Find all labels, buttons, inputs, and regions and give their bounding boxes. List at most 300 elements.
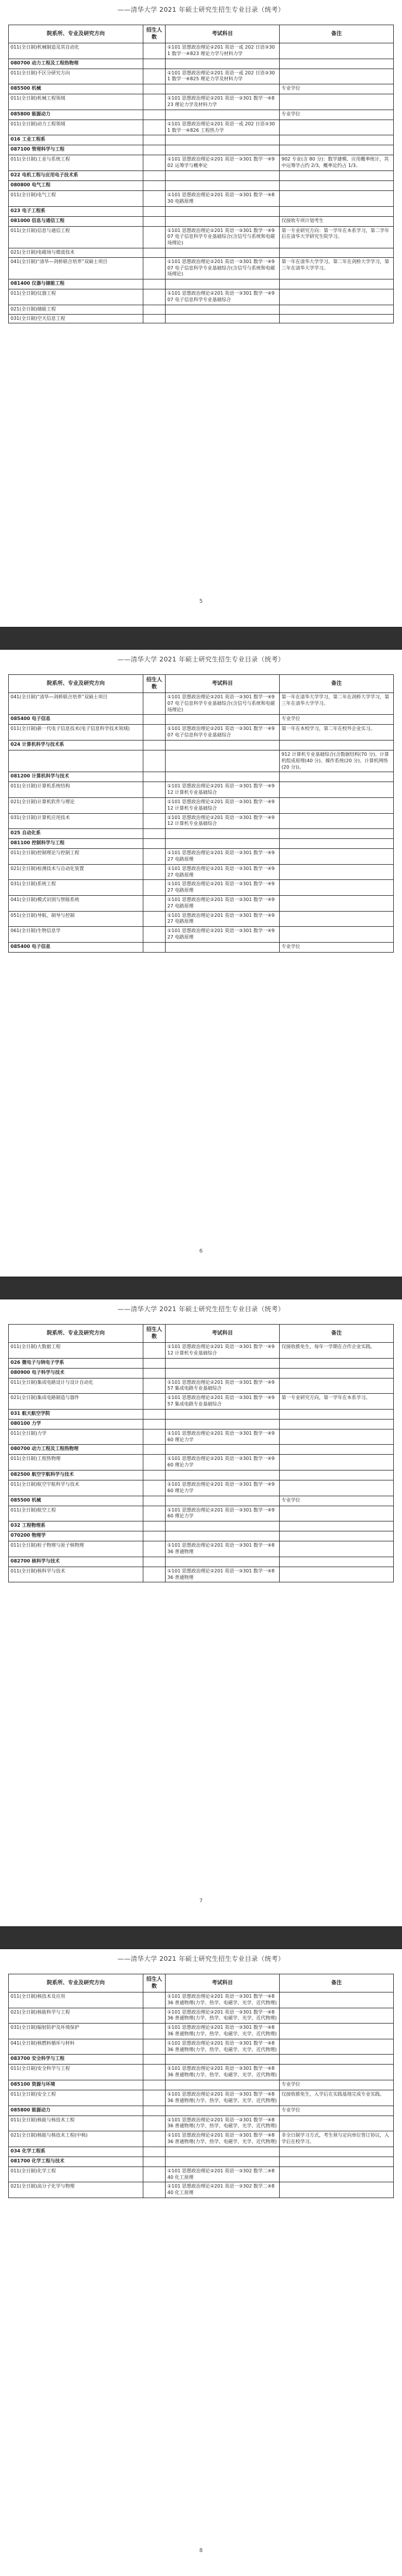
remarks-cell (280, 135, 394, 145)
exam-subjects-cell: ①101 思想政治理论②201 英语一③301 数学一④927 电路原理 (166, 864, 280, 880)
program-cell: 034 化学工程系 (9, 2147, 143, 2157)
quota-cell (143, 2166, 166, 2182)
quota-cell (143, 2055, 166, 2065)
exam-subjects-cell: ①101 思想政治理论②201 英语一③301 数学一④836 普通物理(力学、热学、电磁学、光学、近代物理) (166, 2090, 280, 2106)
quota-cell (143, 1496, 166, 1506)
remarks-cell (280, 1419, 394, 1429)
exam-subjects-cell: ①101 思想政治理论②201 英语一③301 数学一④836 普通物理(力学、热学、电磁学、光学、近代物理) (166, 2008, 280, 2024)
table-row (9, 206, 394, 216)
program-cell: 026 微电子与纳电子学系 (9, 1358, 143, 1368)
table-row (9, 1409, 394, 1419)
program-cell: 085400 电子信息 (9, 715, 143, 725)
quota-cell (143, 849, 166, 865)
quota-cell (143, 864, 166, 880)
program-cell (9, 750, 143, 772)
quota-cell (143, 797, 166, 813)
exam-subjects-cell (166, 2080, 280, 2090)
exam-subjects-cell (166, 206, 280, 216)
remarks-cell (280, 59, 394, 69)
remarks-cell (280, 1470, 394, 1480)
exam-subjects-cell (166, 740, 280, 750)
table-row (9, 839, 394, 849)
program-cell: 031(全日制)辐射防护及环境保护 (9, 2024, 143, 2039)
exam-subjects-cell (166, 2106, 280, 2116)
exam-subjects-cell (166, 59, 280, 69)
table-row (9, 2106, 394, 2116)
remarks-cell (280, 190, 394, 206)
exam-subjects-cell (166, 1496, 280, 1506)
exam-subjects-cell (166, 216, 280, 226)
table-row (9, 257, 394, 279)
program-cell: 021(全日制)核能与核技术工程(中核) (9, 2131, 143, 2147)
table-row (9, 1992, 394, 2008)
remarks-cell (280, 895, 394, 911)
quota-cell (143, 1419, 166, 1429)
table-row (9, 155, 394, 171)
remarks-cell (280, 1531, 394, 1541)
quota-cell (143, 927, 166, 943)
remarks-cell (280, 927, 394, 943)
remarks-cell (280, 1378, 394, 1394)
remarks-cell (280, 849, 394, 865)
exam-subjects-cell: ①101 思想政治理论②201 英语一③301 数学一④907 电子信息科学专业基础综合 (166, 289, 280, 305)
remarks-cell (280, 180, 394, 190)
table-row (9, 864, 394, 880)
quota-cell (143, 2116, 166, 2131)
column-header: 招生人数 (143, 1974, 166, 1992)
table-row (9, 2065, 394, 2080)
table-header-row (9, 1325, 394, 1343)
exam-subjects-cell: ①101 思想政治理论②201 英语一③301 数学一④823 理论力学及材料力学 (166, 94, 280, 110)
column-header: 考试科目 (166, 25, 280, 43)
table-row (9, 226, 394, 248)
quota-cell (143, 2090, 166, 2106)
table-row (9, 2039, 394, 2055)
table-row (9, 797, 394, 813)
program-cell: 081100 控制科学与工程 (9, 839, 143, 849)
exam-subjects-cell (166, 2147, 280, 2157)
table-row (9, 59, 394, 69)
remarks-cell (280, 279, 394, 289)
quota-cell (143, 1368, 166, 1378)
table-row (9, 2166, 394, 2182)
catalog-table (8, 1324, 394, 1582)
program-cell: 051(全日制)导航、制导与控制 (9, 911, 143, 927)
program-cell: 011(全日制)大数据工程 (9, 1343, 143, 1359)
exam-subjects-cell (166, 750, 280, 772)
remarks-cell: 第一专业研究方向：第一学年在本系学习，第二学年后在清华大学研究生院学习。 (280, 226, 394, 248)
program-cell: 011(全日制)化学工程 (9, 2166, 143, 2182)
catalog-page (0, 0, 402, 627)
remarks-cell (280, 305, 394, 314)
program-cell: 085100 资源与环境 (9, 2080, 143, 2090)
exam-subjects-cell (166, 2157, 280, 2166)
quota-cell (143, 314, 166, 323)
quota-cell (143, 2157, 166, 2166)
remarks-cell: 专业学位 (280, 2080, 394, 2090)
table-row (9, 927, 394, 943)
quota-cell (143, 1455, 166, 1470)
page-header: ——清华大学 2021 年硕士研究生招生专业目录（统考） (117, 1955, 285, 1963)
table-row (9, 2080, 394, 2090)
exam-subjects-cell: ①101 思想政治理论②201 英语一③301 数学一④836 普通物理(力学、热学、电磁学、光学、近代物理) (166, 2116, 280, 2131)
quota-cell (143, 715, 166, 725)
table-row (9, 2008, 394, 2024)
remarks-cell (280, 1541, 394, 1557)
remarks-cell (280, 839, 394, 849)
quota-cell (143, 135, 166, 145)
table-row (9, 305, 394, 314)
program-cell: 081700 化学工程与技术 (9, 2157, 143, 2166)
exam-subjects-cell (166, 305, 280, 314)
quota-cell (143, 155, 166, 171)
remarks-cell (280, 1992, 394, 2008)
exam-subjects-cell (166, 84, 280, 94)
table-row (9, 1496, 394, 1506)
exam-subjects-cell: ①101 思想政治理论②201 英语一③301 数学一④927 电路原理 (166, 911, 280, 927)
exam-subjects-cell: ①101 思想政治理论②201 英语一③301 数学一④836 普通物理(力学、热学、电磁学、光学、近代物理) (166, 2065, 280, 2080)
quota-cell (143, 1470, 166, 1480)
exam-subjects-cell (166, 180, 280, 190)
exam-subjects-cell: ①101 思想政治理论②201 英语一③301 数学一④907 电子信息科学专业基础综合(含信号与系统和电磁场理论) (166, 257, 280, 279)
exam-subjects-cell: ①101 思想政治理论②201 英语一③301 数学一④960 理论力学 (166, 1429, 280, 1445)
quota-cell (143, 725, 166, 741)
exam-subjects-cell: ①101 思想政治理论②201 英语一③302 数学二④840 化工原理 (166, 2166, 280, 2182)
table-row (9, 1455, 394, 1470)
quota-cell (143, 145, 166, 155)
remarks-cell: 仅接收推免生，每年一学期在合作企业实践。 (280, 1343, 394, 1359)
exam-subjects-cell (166, 1419, 280, 1429)
page-number: 7 (199, 1898, 203, 1904)
program-cell: 021(全日制)检测技术与自动化装置 (9, 864, 143, 880)
table-row (9, 2090, 394, 2106)
quota-cell (143, 772, 166, 782)
table-row (9, 190, 394, 206)
table-row (9, 180, 394, 190)
exam-subjects-cell: ①101 思想政治理论②201 英语一③301 数学一④960 理论力学 (166, 1506, 280, 1521)
exam-subjects-cell (166, 170, 280, 180)
program-cell: 011(全日制)控制理论与控制工程 (9, 849, 143, 865)
page-gap (0, 627, 402, 650)
table-row (9, 1343, 394, 1359)
exam-subjects-cell: ①101 思想政治理论②201 英语一③301 数学一④907 电子信息科学专业基础综合(含信号与系统和电磁场理论) (166, 226, 280, 248)
exam-subjects-cell: ①101 思想政治理论②201 英语一③301 数学一④836 普通物理(力学、热学、电磁学、光学、近代物理) (166, 2039, 280, 2055)
exam-subjects-cell: ①101 思想政治理论②201 英语一③301 数学一④960 理论力学 (166, 1455, 280, 1470)
quota-cell (143, 69, 166, 84)
remarks-cell: 912 计算机专业基础综合(含数据结构(70 分)、计算机组成原理(40 分)、操作系统(20 分)、计算机网络(20 分))。 (280, 750, 394, 772)
program-cell: 011(全日制)动力工程领域 (9, 120, 143, 135)
quota-cell (143, 1541, 166, 1557)
quota-cell (143, 1409, 166, 1419)
program-cell: 011(全日制)工业与系统工程 (9, 155, 143, 171)
quota-cell (143, 1480, 166, 1496)
program-cell: 011(全日制)力学 (9, 1429, 143, 1445)
remarks-cell (280, 2039, 394, 2055)
exam-subjects-cell (166, 135, 280, 145)
exam-subjects-cell: ①101 思想政治理论②201 英语一③301 数学一④836 普通物理(力学、热学、电磁学、光学、近代物理) (166, 2024, 280, 2039)
remarks-cell (280, 740, 394, 750)
quota-cell (143, 2008, 166, 2024)
quota-cell (143, 305, 166, 314)
table-row (9, 84, 394, 94)
quota-cell (143, 839, 166, 849)
remarks-cell (280, 69, 394, 84)
program-cell: 025 自动化系 (9, 829, 143, 839)
quota-cell (143, 880, 166, 896)
quota-cell (143, 942, 166, 952)
program-cell: 041(全日制)“清华—剑桥联合培养”双硕士项目 (9, 257, 143, 279)
table-row (9, 813, 394, 829)
column-header: 备注 (280, 25, 394, 43)
quota-cell (143, 84, 166, 94)
remarks-cell (280, 797, 394, 813)
program-cell: 011(全日制)电气工程 (9, 190, 143, 206)
exam-subjects-cell (166, 1531, 280, 1541)
quota-cell (143, 1521, 166, 1531)
table-row (9, 2131, 394, 2147)
table-header-row (9, 25, 394, 43)
table-row (9, 1557, 394, 1567)
quota-cell (143, 2106, 166, 2116)
remarks-cell: 第一年在清华大学学习，第二年在剑桥大学学习，第三年在清华大学学习。 (280, 693, 394, 715)
remarks-cell (280, 772, 394, 782)
quota-cell (143, 895, 166, 911)
program-cell: 085500 机械 (9, 84, 143, 94)
quota-cell (143, 1506, 166, 1521)
quota-cell (143, 289, 166, 305)
table-row (9, 725, 394, 741)
remarks-cell (280, 2024, 394, 2039)
program-cell: 011(全日制)核科学与技术 (9, 1567, 143, 1582)
quota-cell (143, 829, 166, 839)
exam-subjects-cell: ①101 思想政治理论②201 英语一③301 数学一④830 电路原理 (166, 190, 280, 206)
remarks-cell: 902 专业(含 80 分)：数学建模、应用概率统计，其中运筹学占约 2/3，概率论约占 1/3。 (280, 155, 394, 171)
remarks-cell (280, 314, 394, 323)
table-row (9, 1521, 394, 1531)
column-header: 招生人数 (143, 1325, 166, 1343)
remarks-cell (280, 170, 394, 180)
page-number: 8 (199, 2548, 203, 2554)
remarks-cell (280, 2055, 394, 2065)
remarks-cell (280, 94, 394, 110)
remarks-cell: 第一专业研究方向，第一学年在本系学习。 (280, 1394, 394, 1410)
remarks-cell (280, 1506, 394, 1521)
table-header-row (9, 675, 394, 693)
exam-subjects-cell: ①101 思想政治理论②201 英语一③301 数学一④927 电路原理 (166, 880, 280, 896)
exam-subjects-cell: ①101 思想政治理论②201 英语一③301 数学一④960 理论力学 (166, 1480, 280, 1496)
table-row (9, 1445, 394, 1455)
exam-subjects-cell: ①101 思想政治理论②201 英语一③301 数学一④907 电子信息科学专业基础综合(含信号与系统和电磁场理论) (166, 693, 280, 715)
program-cell: 041(全日制)核燃料循环与材料 (9, 2039, 143, 2055)
remarks-cell (280, 864, 394, 880)
program-cell: 011(全日制)新一代电子信息技术(电子信息科学技术领域) (9, 725, 143, 741)
remarks-cell (280, 1567, 394, 1582)
remarks-cell (280, 2182, 394, 2198)
program-cell: 087100 管理科学与工程 (9, 145, 143, 155)
quota-cell (143, 59, 166, 69)
remarks-cell (280, 1557, 394, 1567)
program-cell: 011(全日制)核技术及应用 (9, 1992, 143, 2008)
remarks-cell (280, 1455, 394, 1470)
table-row (9, 43, 394, 59)
exam-subjects-cell (166, 829, 280, 839)
page-number: 5 (199, 599, 203, 605)
quota-cell (143, 1531, 166, 1541)
column-header: 招生人数 (143, 25, 166, 43)
remarks-cell: 专业学位 (280, 84, 394, 94)
program-cell: 080900 电子科学与技术 (9, 1368, 143, 1378)
quota-cell (143, 1429, 166, 1445)
program-cell: 082700 核科学与技术 (9, 1557, 143, 1567)
remarks-cell: 仅接收专项计划考生 (280, 216, 394, 226)
remarks-cell (280, 43, 394, 59)
program-cell: 011(全日制)集成电路设计与设计自动化 (9, 1378, 143, 1394)
exam-subjects-cell: ①101 思想政治理论②201 英语一或 202 日语③301 数学一④825 理论力学及材料力学 (166, 69, 280, 84)
exam-subjects-cell: ①101 思想政治理论②201 英语一③301 数学一④836 普通物理 (166, 1541, 280, 1557)
column-header: 备注 (280, 1974, 394, 1992)
exam-subjects-cell: ①101 思想政治理论②201 英语一③301 数学一④836 普通物理(力学、热学、电磁学、光学、近代物理) (166, 2131, 280, 2147)
exam-subjects-cell: ①101 思想政治理论②201 英语一或 202 日语③301 数学一④823 理论力学与材料力学 (166, 43, 280, 59)
exam-subjects-cell: ①101 思想政治理论②201 英语一③301 数学一④902 运筹学与概率论 (166, 155, 280, 171)
table-row (9, 289, 394, 305)
remarks-cell (280, 1409, 394, 1419)
remarks-cell (280, 782, 394, 798)
table-header-row (9, 1974, 394, 1992)
remarks-cell: 专业学位 (280, 1496, 394, 1506)
remarks-cell (280, 1521, 394, 1531)
quota-cell (143, 750, 166, 772)
remarks-cell: 专业学位 (280, 110, 394, 120)
quota-cell (143, 1378, 166, 1394)
quota-cell (143, 190, 166, 206)
table-row (9, 2182, 394, 2198)
quota-cell (143, 693, 166, 715)
table-row (9, 1358, 394, 1368)
catalog-page (0, 1949, 402, 2576)
program-cell: 011(全日制)仪器工程 (9, 289, 143, 305)
remarks-cell: 仅接收推免生，入学后在实践基地完成专业实践。 (280, 2090, 394, 2106)
quota-cell (143, 740, 166, 750)
remarks-cell (280, 248, 394, 257)
table-row (9, 314, 394, 323)
program-cell: 070200 物理学 (9, 1531, 143, 1541)
exam-subjects-cell: ①101 思想政治理论②201 英语一③301 数学一④836 普通物理(力学、热学、电磁学、光学、近代物理) (166, 1992, 280, 2008)
catalog-page (0, 1299, 402, 1926)
program-cell: 080700 动力工程及工程热物理 (9, 1445, 143, 1455)
program-cell: 011(全日制)粒子物理与原子核物理 (9, 1541, 143, 1557)
program-cell: 031(全日制)系统工程 (9, 880, 143, 896)
quota-cell (143, 170, 166, 180)
program-cell: 011(全日制)安全工程 (9, 2090, 143, 2106)
exam-subjects-cell (166, 715, 280, 725)
page-gap (0, 1277, 402, 1299)
exam-subjects-cell (166, 279, 280, 289)
program-cell: 032 工程物理系 (9, 1521, 143, 1531)
table-row (9, 170, 394, 180)
quota-cell (143, 2147, 166, 2157)
program-cell: 041(全日制)“清华—剑桥联合培养”双硕士项目 (9, 693, 143, 715)
catalog-page (0, 650, 402, 1277)
program-cell: 021(全日制)电磁场与微波技术 (9, 248, 143, 257)
program-cell: 011(全日制)机械制造及其自动化 (9, 43, 143, 59)
remarks-cell (280, 2116, 394, 2131)
column-header: 备注 (280, 675, 394, 693)
quota-cell (143, 1557, 166, 1567)
table-row (9, 110, 394, 120)
table-row (9, 1368, 394, 1378)
table-row (9, 120, 394, 135)
program-cell: 081000 信息与通信工程 (9, 216, 143, 226)
program-cell: 016 工业工程系 (9, 135, 143, 145)
exam-subjects-cell: ①101 思想政治理论②201 英语一③301 数学一④957 集成电路专业基础综合 (166, 1394, 280, 1410)
program-cell: 011(全日制)航空工程 (9, 1506, 143, 1521)
table-row (9, 693, 394, 715)
program-cell: 011(全日制)机械工程领域 (9, 94, 143, 110)
program-cell: 011(全日制)航空宇航科学与技术 (9, 1480, 143, 1496)
remarks-cell (280, 2157, 394, 2166)
quota-cell (143, 1992, 166, 2008)
exam-subjects-cell (166, 110, 280, 120)
exam-subjects-cell: ①101 思想政治理论②201 英语一③301 数学一④912 计算机专业基础综合 (166, 797, 280, 813)
exam-subjects-cell (166, 942, 280, 952)
program-cell: 011(全日制)安全科学与工程 (9, 2065, 143, 2080)
exam-subjects-cell: ①101 思想政治理论②201 英语一③301 数学一④912 计算机专业基础综合 (166, 813, 280, 829)
quota-cell (143, 2131, 166, 2147)
quota-cell (143, 248, 166, 257)
quota-cell (143, 94, 166, 110)
page-number: 6 (199, 1248, 203, 1254)
program-cell: 011(全日制)不区分研究方向 (9, 69, 143, 84)
column-header: 院系所、专业及研究方向 (9, 1974, 143, 1992)
quota-cell (143, 43, 166, 59)
program-cell: 024 计算机科学与技术系 (9, 740, 143, 750)
exam-subjects-cell: ①101 思想政治理论②201 英语一③301 数学一④907 电子信息科学专业基础综合 (166, 725, 280, 741)
program-cell: 011(全日制)信息与通信工程 (9, 226, 143, 248)
table-row (9, 1541, 394, 1557)
quota-cell (143, 1343, 166, 1359)
program-cell: 080800 电气工程 (9, 180, 143, 190)
remarks-cell (280, 911, 394, 927)
program-cell: 021(全日制)计算机软件与理论 (9, 797, 143, 813)
table-row (9, 279, 394, 289)
column-header: 考试科目 (166, 1974, 280, 1992)
program-cell: 021(全日制)集成电路制造与器件 (9, 1394, 143, 1410)
page-header: ——清华大学 2021 年硕士研究生招生专业目录（统考） (117, 656, 285, 663)
table-row (9, 880, 394, 896)
page-header: ——清华大学 2021 年硕士研究生招生专业目录（统考） (117, 1305, 285, 1313)
quota-cell (143, 911, 166, 927)
exam-subjects-cell: ①101 思想政治理论②201 英语一③301 数学一④836 普通物理 (166, 1567, 280, 1582)
catalog-table (8, 1974, 394, 2198)
table-row (9, 248, 394, 257)
exam-subjects-cell (166, 1521, 280, 1531)
remarks-cell (280, 1358, 394, 1368)
program-cell: 021(全日制)高分子化学与物理 (9, 2182, 143, 2198)
quota-cell (143, 2065, 166, 2080)
exam-subjects-cell: ①101 思想政治理论②201 英语一③301 数学一④927 电路原理 (166, 895, 280, 911)
column-header: 院系所、专业及研究方向 (9, 1325, 143, 1343)
catalog-table (8, 25, 394, 323)
program-cell: 085800 能源动力 (9, 110, 143, 120)
remarks-cell (280, 145, 394, 155)
remarks-cell (280, 2065, 394, 2080)
table-row (9, 1394, 394, 1410)
exam-subjects-cell (166, 145, 280, 155)
program-cell: 031(全日制)计算机应用技术 (9, 813, 143, 829)
exam-subjects-cell: ①101 思想政治理论②201 英语一③301 数学一④957 集成电路专业基础综合 (166, 1378, 280, 1394)
table-row (9, 829, 394, 839)
table-row (9, 895, 394, 911)
